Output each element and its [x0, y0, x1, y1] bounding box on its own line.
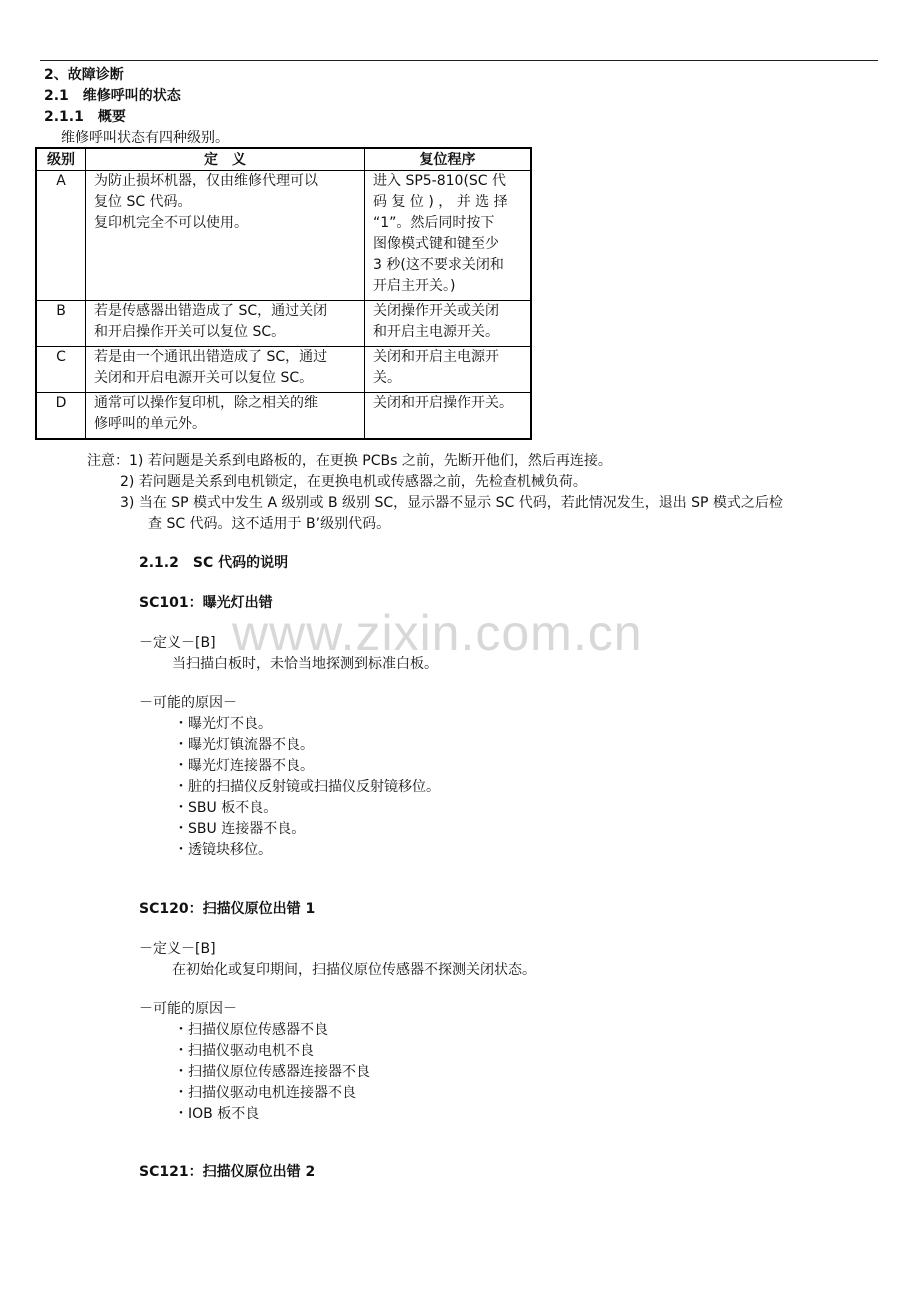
sc120-cause-item: ・IOB 板不良 [174, 1106, 260, 1122]
definition-cell [86, 171, 365, 301]
definition-line: 通常可以操作复印机，除之相关的维 [94, 395, 318, 411]
note-2: 2) 若问题是关系到电机锁定，在更换电机或传感器之前，先检查机械负荷。 [120, 474, 587, 490]
definition-line: 复印机完全不可以使用。 [94, 215, 248, 231]
sc101-cause-item: ・曝光灯镇流器不良。 [174, 737, 314, 753]
sc101-cause-item: ・SBU 板不良。 [174, 800, 278, 816]
reset-line: 图像模式键和键至少 [373, 236, 499, 252]
sc120-definition-label: －定义－[B] [139, 941, 216, 957]
sc101-cause-item: ・透镜块移位。 [174, 842, 272, 858]
header-reset: 复位程序 [365, 148, 532, 171]
sc121-title: SC121：扫描仪原位出错 2 [139, 1164, 316, 1180]
heading-2-1-2: 2.1.2 SC 代码的说明 [139, 555, 289, 571]
table-row [36, 301, 531, 347]
definition-line: 为防止损坏机器，仅由维修代理可以 [94, 173, 318, 189]
level-table [35, 147, 532, 440]
table-row [36, 393, 531, 440]
sc120-cause-item: ・扫描仪驱动电机不良 [174, 1043, 314, 1059]
sc120-definition-text: 在初始化或复印期间，扫描仪原位传感器不探测关闭状态。 [172, 962, 536, 978]
reset-line: 关闭和开启操作开关。 [373, 395, 513, 411]
header-level: 级别 [36, 148, 86, 171]
definition-cell [86, 301, 365, 347]
level-cell: B [36, 301, 86, 347]
level-cell: D [36, 393, 86, 440]
definition-line: 修呼叫的单元外。 [94, 416, 206, 432]
reset-cell [365, 393, 532, 440]
definition-cell [86, 347, 365, 393]
reset-line: 码 复 位 ) ， 并 选 择 [373, 194, 508, 210]
sc101-cause-label: －可能的原因－ [139, 695, 237, 711]
heading-2-1: 2.1 维修呼叫的状态 [44, 88, 181, 104]
reset-line: 关闭和开启主电源开 [373, 349, 499, 365]
sc101-definition-label: －定义－[B] [139, 635, 216, 651]
sc120-cause-item: ・扫描仪原位传感器不良 [174, 1022, 328, 1038]
sc101-cause-item: ・曝光灯不良。 [174, 716, 272, 732]
sc101-title: SC101：曝光灯出错 [139, 595, 273, 611]
heading-2: 2、故障诊断 [44, 67, 124, 83]
sc101-definition-text: 当扫描白板时，未恰当地探测到标准白板。 [172, 656, 438, 672]
level-cell: C [36, 347, 86, 393]
sc120-title: SC120：扫描仪原位出错 1 [139, 901, 316, 917]
reset-cell [365, 171, 532, 301]
table-header-row [36, 148, 531, 171]
reset-line: 和开启主电源开关。 [373, 324, 499, 340]
reset-cell [365, 301, 532, 347]
intro-text: 维修呼叫状态有四种级别。 [61, 130, 229, 146]
definition-line: 和开启操作开关可以复位 SC。 [94, 324, 286, 340]
reset-line: “1”。然后同时按下 [373, 215, 495, 231]
top-rule [40, 60, 878, 61]
note-1: 注意：1) 若问题是关系到电路板的，在更换 PCBs 之前，先断开他们，然后再连接。 [87, 453, 612, 469]
note-3: 3) 当在 SP 模式中发生 A 级别或 B 级别 SC，显示器不显示 SC 代码，若此情况发生，退出 SP 模式之后检 [120, 495, 783, 511]
definition-line: 关闭和开启电源开关可以复位 SC。 [94, 370, 314, 386]
note-3-continued: 查 SC 代码。这不适用于 B’级别代码。 [148, 516, 391, 532]
sc120-cause-item: ・扫描仪原位传感器连接器不良 [174, 1064, 370, 1080]
heading-2-1-1: 2.1.1 概要 [44, 109, 126, 125]
definition-line: 复位 SC 代码。 [94, 194, 192, 210]
reset-line: 3 秒(这不要求关闭和 [373, 257, 504, 273]
reset-line: 开启主开关。) [373, 278, 456, 294]
sc101-cause-item: ・SBU 连接器不良。 [174, 821, 306, 837]
sc101-cause-item: ・脏的扫描仪反射镜或扫描仪反射镜移位。 [174, 779, 440, 795]
reset-line: 关闭操作开关或关闭 [373, 303, 499, 319]
sc101-cause-item: ・曝光灯连接器不良。 [174, 758, 314, 774]
level-cell: A [36, 171, 86, 301]
sc120-cause-label: －可能的原因－ [139, 1001, 237, 1017]
definition-line: 若是由一个通讯出错造成了 SC，通过 [94, 349, 328, 365]
reset-cell [365, 347, 532, 393]
table-row [36, 171, 531, 301]
definition-line: 若是传感器出错造成了 SC，通过关闭 [94, 303, 328, 319]
definition-cell [86, 393, 365, 440]
table-row [36, 347, 531, 393]
sc120-cause-item: ・扫描仪驱动电机连接器不良 [174, 1085, 356, 1101]
watermark: www.zixin.com.cn [232, 605, 643, 661]
header-definition: 定 义 [86, 148, 365, 171]
reset-line: 进入 SP5-810(SC 代 [373, 173, 507, 189]
reset-line: 关。 [373, 370, 401, 386]
